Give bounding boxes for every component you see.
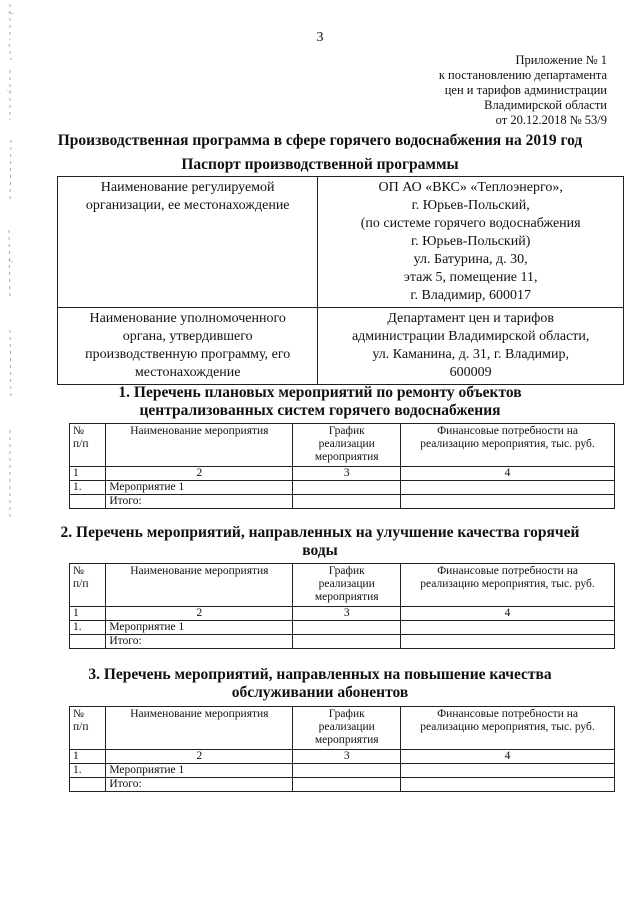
appendix-line: Приложение № 1: [515, 53, 607, 67]
appendix-line: Владимирской области: [484, 98, 607, 112]
document-title: Производственная программа в сфере горячего водоснабжения на 2019 год: [57, 132, 583, 149]
scan-margin-marks: [4, 0, 18, 560]
passport-row-authority: [58, 308, 624, 385]
section-2-table: [69, 563, 615, 649]
passport-label-cell: Наименование регулируемой организации, ее местонахождение: [58, 177, 318, 308]
table-row: 1. Мероприятие 1: [70, 621, 615, 635]
passport-value-cell: Департамент цен и тарифов администрации Владимирской области, ул. Каманина, д. 31, г. Владимир, 600009: [318, 308, 624, 385]
column-number-row: 1 2 3 4: [70, 750, 615, 764]
table-row: 1. Мероприятие 1: [70, 481, 615, 495]
page-number: 3: [316, 30, 324, 45]
passport-table: [57, 176, 624, 385]
table-row-total: Итого:: [70, 635, 615, 649]
document-subtitle: Паспорт производственной программы: [181, 156, 459, 173]
appendix-line: от 20.12.2018 № 53/9: [495, 113, 607, 127]
section-3-title: 3. Перечень мероприятий, направленных на повышение качества обслуживании абонентов: [88, 666, 552, 701]
table-row-total: Итого:: [70, 778, 615, 792]
passport-row-organization: [58, 177, 624, 308]
section-1-title: 1. Перечень плановых мероприятий по ремонту объектов централизованных систем горячего водоснабжения: [118, 384, 522, 419]
table-row-total: Итого:: [70, 495, 615, 509]
table-header-row: № п/п Наименование мероприятия График реализации мероприятия Финансовые потребности на реализацию мероприятия, тыс. руб.: [70, 707, 615, 750]
passport-label-cell: Наименование уполномоченного органа, утвердившего производственную программу, его местонахождение: [58, 308, 318, 385]
table-header-row: № п/п Наименование мероприятия График реализации мероприятия Финансовые потребности на реализацию мероприятия, тыс. руб.: [70, 564, 615, 607]
appendix-line: цен и тарифов администрации: [444, 83, 607, 97]
table-row: 1. Мероприятие 1: [70, 764, 615, 778]
column-number-row: 1 2 3 4: [70, 607, 615, 621]
section-3-table: [69, 706, 615, 792]
passport-value-cell: ОП АО «ВКС» «Теплоэнерго», г. Юрьев-Польский, (по системе горячего водоснабжения г. Юрьев-Польский) ул. Батурина, д. 30, этаж 5, помещение 11, г. Владимир, 600017: [318, 177, 624, 308]
appendix-line: к постановлению департамента: [438, 68, 607, 82]
section-1-table: [69, 423, 615, 509]
column-number-row: 1 2 3 4: [70, 467, 615, 481]
appendix-block: [439, 53, 607, 128]
table-header-row: № п/п Наименование мероприятия График реализации мероприятия Финансовые потребности на реализацию мероприятия, тыс. руб.: [70, 424, 615, 467]
section-2-title: 2. Перечень мероприятий, направленных на улучшение качества горячей воды: [60, 524, 580, 559]
